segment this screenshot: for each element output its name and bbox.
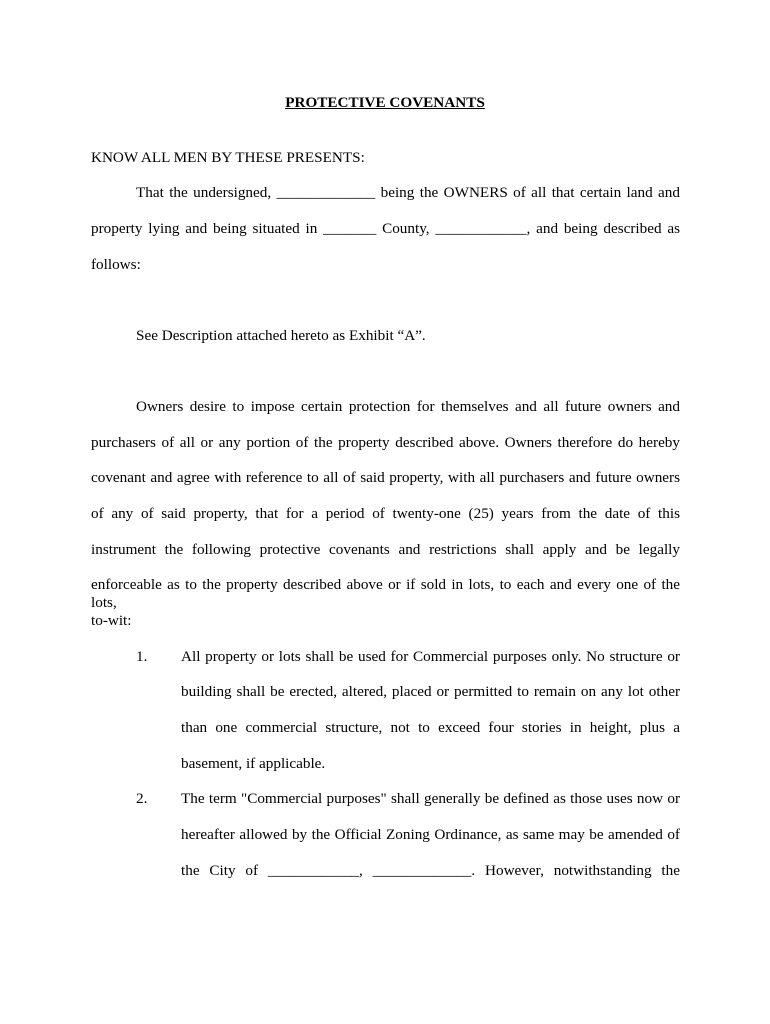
para1-line2: property lying and being situated in _______ County, ____________, and being described as	[91, 220, 680, 237]
para2-line4: of any of said property, that for a period of twenty-one (25) years from the date of this	[91, 505, 680, 522]
document-title: PROTECTIVE COVENANTS	[285, 94, 485, 111]
item-2-line2: hereafter allowed by the Official Zoning Ordinance, as same may be amended of	[181, 826, 680, 843]
item-2-line3: the City of ____________, _____________. However, notwithstanding the	[181, 862, 680, 879]
preamble: KNOW ALL MEN BY THESE PRESENTS:	[91, 149, 365, 166]
item-2-number: 2.	[136, 790, 148, 807]
item-1-line1: All property or lots shall be used for Commercial purposes only. No structure or	[181, 648, 680, 665]
para2-line2: purchasers of all or any portion of the property described above. Owners therefore do hereby	[91, 434, 680, 451]
item-1-number: 1.	[136, 648, 148, 665]
item-2-line1: The term "Commercial purposes" shall generally be defined as those uses now or	[181, 790, 680, 807]
para1-line3: follows:	[91, 256, 141, 273]
para2-line3: covenant and agree with reference to all of said property, with all purchasers and future owners	[91, 469, 680, 486]
para2-line1: Owners desire to impose certain protection for themselves and all future owners and	[136, 398, 680, 415]
para2-line7: to-wit:	[91, 612, 132, 629]
item-1-line2: building shall be erected, altered, placed or permitted to remain on any lot other	[181, 683, 680, 700]
exhibit-reference: See Description attached hereto as Exhibit “A”.	[136, 327, 426, 344]
para1-line1: That the undersigned, _____________ being the OWNERS of all that certain land and	[136, 184, 680, 201]
para2-line5: instrument the following protective covenants and restrictions shall apply and be legally	[91, 541, 680, 558]
item-1-line3: than one commercial structure, not to exceed four stories in height, plus a	[181, 719, 680, 736]
para2-line6: enforceable as to the property described above or if sold in lots, to each and every one of the lots,	[91, 576, 680, 611]
item-1-line4: basement, if applicable.	[181, 755, 326, 772]
